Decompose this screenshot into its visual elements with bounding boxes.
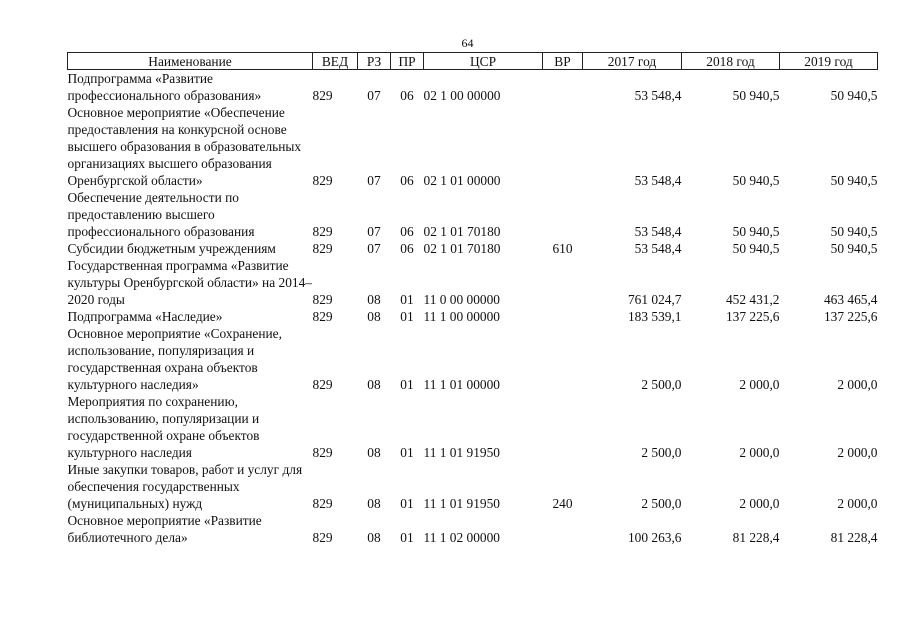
cell-csr: 11 1 01 91950 bbox=[423, 496, 500, 511]
table-row bbox=[68, 325, 878, 393]
cell-pr: 06 bbox=[400, 224, 414, 239]
cell-rz: 08 bbox=[367, 377, 381, 392]
cell-csr: 11 0 00 00000 bbox=[423, 292, 500, 307]
header-csr: ЦСР bbox=[424, 53, 543, 70]
cell-vr bbox=[543, 308, 583, 325]
cell-ved: 829 bbox=[312, 173, 333, 188]
cell-ved: 829 bbox=[312, 241, 333, 256]
cell-ved: 829 bbox=[312, 377, 333, 392]
cell-name: Обеспечение деятельности по предоставлению высшего профессионального образования bbox=[67, 190, 255, 239]
table-row bbox=[68, 461, 878, 512]
header-pr: ПР bbox=[391, 53, 424, 70]
cell-rz: 08 bbox=[367, 496, 381, 511]
table-row bbox=[68, 512, 878, 546]
cell-2017: 100 263,6 bbox=[627, 530, 682, 545]
cell-2017: 2 500,0 bbox=[641, 445, 682, 460]
cell-rz: 08 bbox=[367, 445, 381, 460]
cell-2019: 50 940,5 bbox=[830, 241, 878, 256]
cell-name: Подпрограмма «Наследие» bbox=[67, 309, 223, 324]
cell-2017: 53 548,4 bbox=[634, 173, 682, 188]
cell-name: Основное мероприятие «Сохранение, использование, популяризация и государственная охрана объектов культурного наследия» bbox=[67, 326, 282, 392]
cell-csr: 02 1 00 00000 bbox=[423, 88, 501, 103]
cell-2018: 50 940,5 bbox=[732, 241, 780, 256]
cell-rz: 08 bbox=[367, 309, 381, 324]
cell-rz: 07 bbox=[367, 173, 381, 188]
header-ved: ВЕД bbox=[313, 53, 358, 70]
cell-2019: 50 940,5 bbox=[830, 88, 878, 103]
cell-ved: 829 bbox=[312, 292, 333, 307]
cell-name: Государственная программа «Развитие культуры Оренбургской области» на 2014–2020 годы bbox=[67, 258, 312, 307]
header-rz: РЗ bbox=[358, 53, 391, 70]
cell-name: Мероприятия по сохранению, использованию, популяризации и государственной охране объектов культурного наследия bbox=[67, 394, 260, 460]
page-number: 64 bbox=[461, 36, 474, 50]
cell-vr bbox=[543, 104, 583, 189]
table-row bbox=[68, 257, 878, 308]
cell-2019: 137 225,6 bbox=[823, 309, 878, 324]
header-vr: ВР bbox=[543, 53, 583, 70]
cell-2017: 2 500,0 bbox=[641, 496, 682, 511]
cell-csr: 11 1 01 00000 bbox=[423, 377, 500, 392]
budget-table bbox=[67, 52, 878, 546]
cell-2019: 2 000,0 bbox=[837, 496, 878, 511]
table-row bbox=[68, 70, 878, 105]
cell-vr bbox=[543, 257, 583, 308]
cell-ved: 829 bbox=[312, 224, 333, 239]
cell-pr: 01 bbox=[400, 496, 414, 511]
cell-name: Иные закупки товаров, работ и услуг для обеспечения государственных (муниципальных) нужд bbox=[67, 462, 303, 511]
cell-vr bbox=[543, 189, 583, 240]
cell-pr: 01 bbox=[400, 530, 414, 545]
cell-csr: 11 1 00 00000 bbox=[423, 309, 500, 324]
header-name: Наименование bbox=[68, 53, 313, 70]
table-row bbox=[68, 189, 878, 240]
cell-rz: 07 bbox=[367, 241, 381, 256]
cell-csr: 11 1 02 00000 bbox=[423, 530, 500, 545]
cell-2018: 2 000,0 bbox=[739, 445, 780, 460]
cell-name: Основное мероприятие «Развитие библиотечного дела» bbox=[67, 513, 262, 545]
cell-2017: 183 539,1 bbox=[627, 309, 682, 324]
cell-2018: 50 940,5 bbox=[732, 88, 780, 103]
cell-ved: 829 bbox=[312, 445, 333, 460]
cell-2018: 2 000,0 bbox=[739, 496, 780, 511]
cell-ved: 829 bbox=[312, 496, 333, 511]
cell-2018: 50 940,5 bbox=[732, 224, 780, 239]
cell-vr: 240 bbox=[552, 496, 573, 511]
cell-pr: 01 bbox=[400, 445, 414, 460]
header-2018: 2018 год bbox=[682, 53, 780, 70]
cell-2017: 2 500,0 bbox=[641, 377, 682, 392]
cell-2019: 463 465,4 bbox=[823, 292, 878, 307]
table-header-row bbox=[68, 53, 878, 70]
cell-pr: 01 bbox=[400, 377, 414, 392]
table-body bbox=[68, 70, 878, 547]
table-row bbox=[68, 104, 878, 189]
cell-csr: 02 1 01 70180 bbox=[423, 241, 501, 256]
cell-pr: 01 bbox=[400, 292, 414, 307]
cell-pr: 06 bbox=[400, 173, 414, 188]
header-2017: 2017 год bbox=[583, 53, 682, 70]
table-row bbox=[68, 240, 878, 257]
cell-2019: 2 000,0 bbox=[837, 377, 878, 392]
cell-name: Субсидии бюджетным учреждениям bbox=[67, 241, 276, 256]
cell-2019: 50 940,5 bbox=[830, 224, 878, 239]
header-2019: 2019 год bbox=[780, 53, 878, 70]
cell-csr: 02 1 01 70180 bbox=[423, 224, 501, 239]
cell-name: Основное мероприятие «Обеспечение предоставления на конкурсной основе высшего образования в образовательных организациях высшего образования Оренбургской области» bbox=[67, 105, 302, 188]
cell-2018: 452 431,2 bbox=[725, 292, 780, 307]
cell-2019: 81 228,4 bbox=[830, 530, 878, 545]
cell-rz: 07 bbox=[367, 88, 381, 103]
cell-ved: 829 bbox=[312, 309, 333, 324]
cell-rz: 08 bbox=[367, 530, 381, 545]
cell-rz: 07 bbox=[367, 224, 381, 239]
cell-2019: 2 000,0 bbox=[837, 445, 878, 460]
cell-ved: 829 bbox=[312, 88, 333, 103]
cell-vr bbox=[543, 70, 583, 105]
cell-vr bbox=[543, 325, 583, 393]
cell-2018: 2 000,0 bbox=[739, 377, 780, 392]
cell-csr: 02 1 01 00000 bbox=[423, 173, 501, 188]
cell-rz: 08 bbox=[367, 292, 381, 307]
table-row bbox=[68, 308, 878, 325]
cell-pr: 01 bbox=[400, 309, 414, 324]
cell-name: Подпрограмма «Развитие профессионального образования» bbox=[67, 71, 262, 103]
cell-2017: 53 548,4 bbox=[634, 224, 682, 239]
cell-2017: 761 024,7 bbox=[627, 292, 682, 307]
cell-csr: 11 1 01 91950 bbox=[423, 445, 500, 460]
cell-pr: 06 bbox=[400, 241, 414, 256]
cell-2018: 50 940,5 bbox=[732, 173, 780, 188]
cell-vr bbox=[543, 512, 583, 546]
cell-vr bbox=[543, 393, 583, 461]
cell-2017: 53 548,4 bbox=[634, 88, 682, 103]
cell-2017: 53 548,4 bbox=[634, 241, 682, 256]
cell-pr: 06 bbox=[400, 88, 414, 103]
cell-vr: 610 bbox=[552, 241, 573, 256]
cell-2018: 137 225,6 bbox=[725, 309, 780, 324]
table-row bbox=[68, 393, 878, 461]
cell-2019: 50 940,5 bbox=[830, 173, 878, 188]
cell-ved: 829 bbox=[312, 530, 333, 545]
cell-2018: 81 228,4 bbox=[732, 530, 780, 545]
